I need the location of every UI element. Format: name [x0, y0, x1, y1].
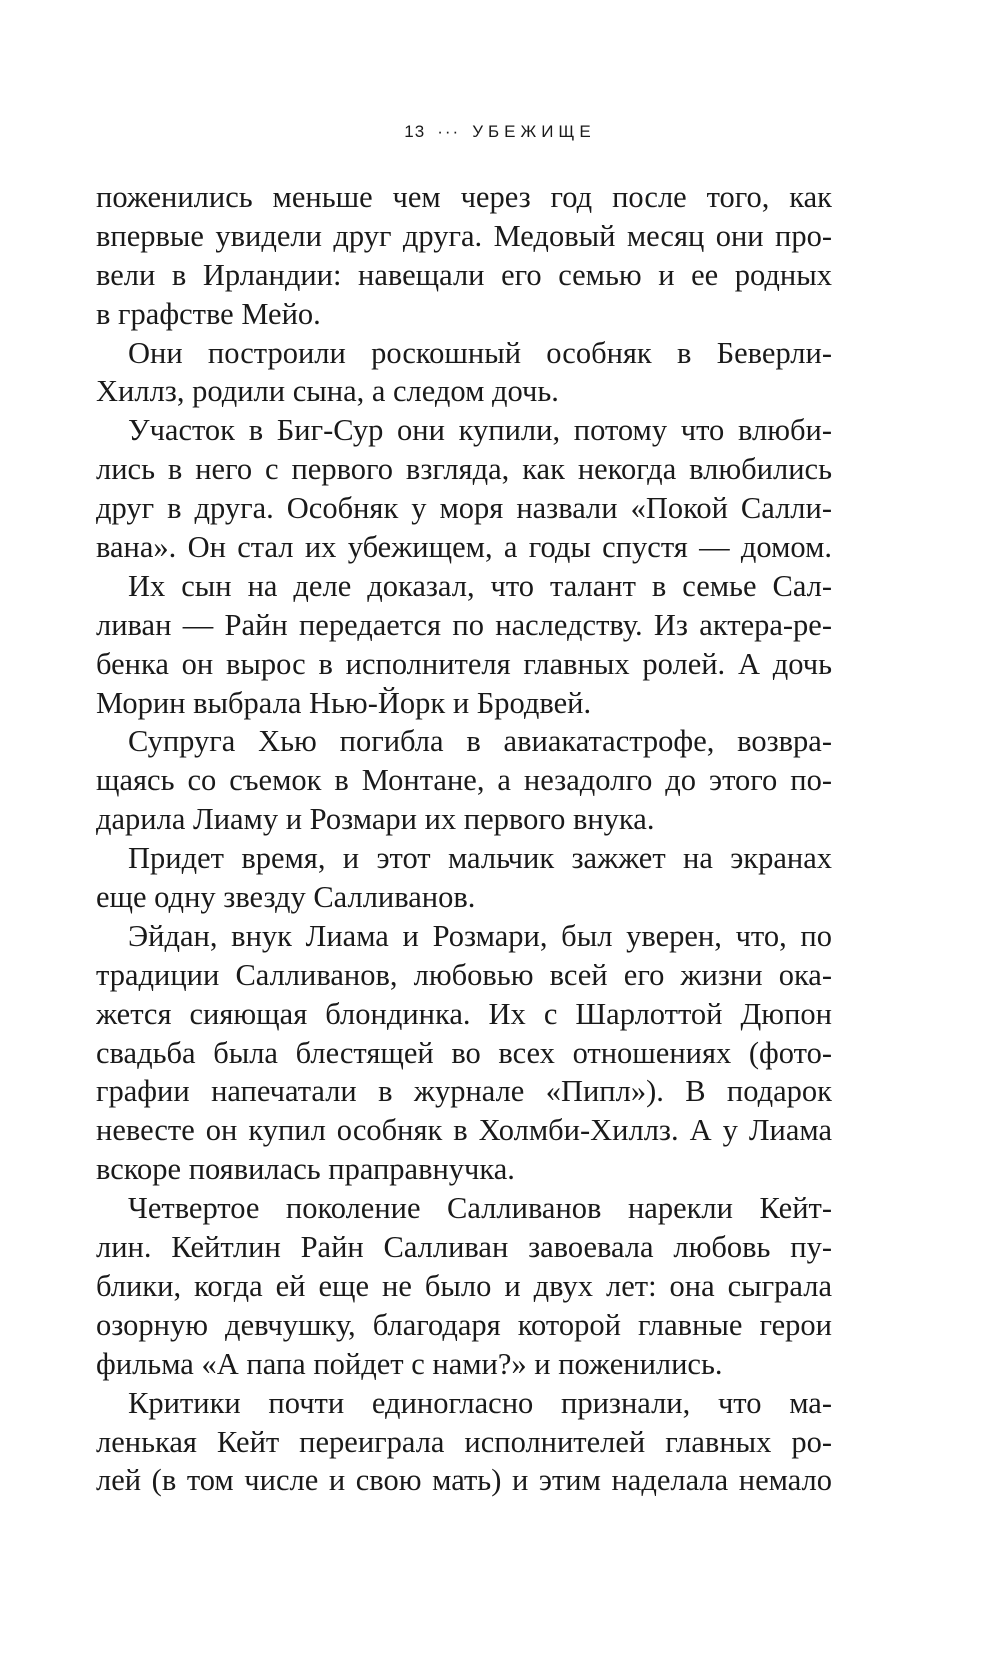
text-line: ливан — Райн передается по наследству. Из актера-ре- [96, 607, 832, 642]
text-line: Критики почти единогласно признали, что ма- [128, 1385, 832, 1420]
text-line: традиции Салливанов, любовью всей его жизни ока- [96, 957, 832, 992]
text-line: щаясь со съемок в Монтане, а незадолго до этого по- [96, 763, 832, 798]
text-line: вскоре появилась праправнучка. [96, 1152, 515, 1187]
body-text [96, 178, 832, 1500]
text-line: невесте он купил особняк в Холмби-Хиллз. А у Лиама [96, 1113, 832, 1148]
text-line: Они построили роскошный особняк в Беверли- [128, 335, 832, 370]
text-line: Их сын на деле доказал, что талант в семье Сал- [128, 568, 832, 603]
text-line: Придет время, и этот мальчик зажжет на экранах [128, 841, 832, 876]
text-line: лись в него с первого взгляда, как некогда влюбились [96, 452, 832, 487]
text-line: ленькая Кейт переиграла исполнителей главных ро- [96, 1424, 832, 1459]
text-line: блики, когда ей еще не было и двух лет: она сыграла [96, 1268, 832, 1303]
text-line: свадьба была блестящей во всех отношениях (фото- [96, 1035, 832, 1070]
text-line: вана». Он стал их убежищем, а годы спустя — домом. [96, 530, 832, 565]
text-line: еще одну звезду Салливанов. [96, 880, 476, 915]
running-head-separator: ··· [437, 122, 461, 141]
text-line: Морин выбрала Нью-Йорк и Бродвей. [96, 685, 592, 720]
text-line: бенка он вырос в исполнителя главных ролей. А дочь [96, 646, 832, 681]
text-line: друг в друга. Особняк у моря назвали «Покой Салли- [96, 491, 832, 526]
chapter-title: УБЕЖИЩЕ [472, 122, 596, 141]
text-line: лей (в том числе и свою мать) и этим наделала немало [96, 1463, 832, 1498]
text-line: озорную девчушку, благодаря которой главные герои [96, 1307, 832, 1342]
page-number: 13 [404, 122, 426, 141]
text-line: фильма «А папа пойдет с нами?» и поженились. [96, 1346, 723, 1381]
text-line: графии напечатали в журнале «Пипл»). В подарок [96, 1074, 832, 1109]
text-line: жется сияющая блондинка. Их с Шарлоттой Дюпон [96, 996, 832, 1031]
text-line: впервые увидели друг друга. Медовый месяц они про- [96, 218, 832, 253]
text-line: дарила Лиаму и Розмари их первого внука. [96, 802, 655, 837]
text-line: Эйдан, внук Лиама и Розмари, был уверен, что, по [128, 918, 832, 953]
text-line: вели в Ирландии: навещали его семью и ее родных [96, 257, 832, 292]
running-head [0, 122, 1000, 142]
text-line: в графстве Мейо. [96, 296, 321, 331]
text-line: поженились меньше чем через год после того, как [96, 180, 832, 214]
text-line: лин. Кейтлин Райн Салливан завоевала любовь пу- [96, 1230, 832, 1265]
text-line: Четвертое поколение Салливанов нарекли Кейт- [128, 1191, 832, 1226]
text-line: Хиллз, родили сына, а следом дочь. [96, 374, 559, 409]
text-line: Супруга Хью погибла в авиакатастрофе, возвра- [128, 724, 832, 759]
text-line: Участок в Биг-Сур они купили, потому что влюби- [128, 413, 832, 448]
